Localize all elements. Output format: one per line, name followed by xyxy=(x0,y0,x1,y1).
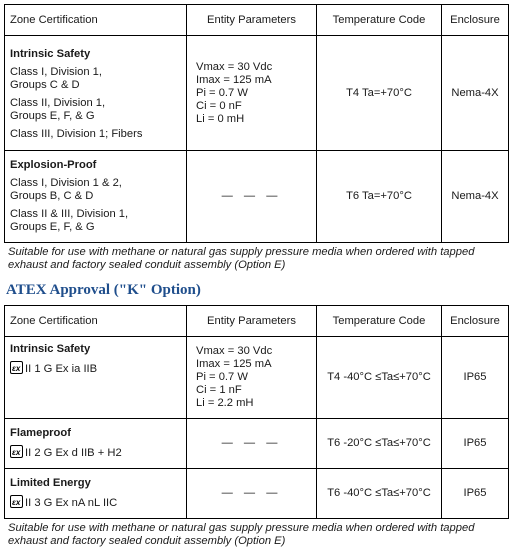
entity-parameters-cell xyxy=(187,419,317,469)
entity-parameters-cell xyxy=(187,36,317,151)
params-dash: — — — xyxy=(221,487,282,499)
ex-hexagon-icon xyxy=(10,495,23,508)
zone-line: Groups E, F, & G xyxy=(10,109,95,122)
zone-cell xyxy=(5,151,187,243)
marking-text: II 2 G Ex d IIB + H2 xyxy=(25,447,122,459)
temperature-code-cell: T6 -40°C ≤Ta≤+70°C xyxy=(317,469,442,519)
ex-marking xyxy=(10,361,186,376)
param-li: Li = 0 mH xyxy=(196,112,245,125)
zone-title: Limited Energy xyxy=(10,477,91,489)
header-zone-certification: Zone Certification xyxy=(5,5,187,36)
na-footnote: Suitable for use with methane or natural gas supply pressure media when ordered with tapped exhaust and factory sealed conduit assembly (Option E) xyxy=(8,246,475,271)
enclosure-cell: IP65 xyxy=(442,469,509,519)
svg-text:εx: εx xyxy=(12,498,21,507)
param-imax: Imax = 125 mA xyxy=(196,358,272,370)
enclosure-cell: IP65 xyxy=(442,419,509,469)
enclosure-cell: IP65 xyxy=(442,337,509,419)
zone-line: Class I, Division 1, xyxy=(10,65,103,78)
zone-cell xyxy=(5,337,187,419)
ex-marking xyxy=(10,445,186,460)
zone-title: Flameproof xyxy=(10,427,71,439)
table-row-explosion-proof xyxy=(5,151,509,243)
header-zone-certification: Zone Certification xyxy=(5,306,187,337)
header-entity-parameters: Entity Parameters xyxy=(187,5,317,36)
zone-line: Class II, Division 1, xyxy=(10,96,106,109)
temperature-code-cell: T4 Ta=+70°C xyxy=(317,36,442,151)
zone-title: Explosion-Proof xyxy=(10,159,97,171)
entity-parameters-cell xyxy=(187,469,317,519)
table-row-intrinsic-safety xyxy=(5,337,509,419)
entity-parameters-cell xyxy=(187,337,317,419)
table-row-intrinsic-safety xyxy=(5,36,509,151)
params-dash: — — — xyxy=(221,437,282,449)
atex-footnote: Suitable for use with methane or natural gas supply pressure media when ordered with tapped exhaust and factory sealed conduit assembly (Option E) xyxy=(8,522,475,547)
table-row-flameproof xyxy=(5,419,509,469)
temperature-code-cell: T6 Ta=+70°C xyxy=(317,151,442,243)
header-enclosure: Enclosure xyxy=(442,5,509,36)
entity-parameters-cell xyxy=(187,151,317,243)
na-certification-table xyxy=(4,4,509,243)
param-li: Li = 2.2 mH xyxy=(196,397,254,409)
header-enclosure: Enclosure xyxy=(442,306,509,337)
atex-section-title: ATEX Approval ("K" Option) xyxy=(6,282,201,298)
zone-title: Intrinsic Safety xyxy=(10,343,91,355)
header-entity-parameters: Entity Parameters xyxy=(187,306,317,337)
zone-cell xyxy=(5,469,187,519)
param-vmax: Vmax = 30 Vdc xyxy=(196,345,273,357)
param-imax: Imax = 125 mA xyxy=(196,73,272,86)
table-header-row xyxy=(5,5,509,36)
enclosure-cell: Nema-4X xyxy=(442,36,509,151)
table-header-row xyxy=(5,306,509,337)
param-vmax: Vmax = 30 Vdc xyxy=(196,60,273,73)
atex-certification-table xyxy=(4,305,509,519)
zone-title: Intrinsic Safety xyxy=(10,47,91,60)
zone-cell xyxy=(5,36,187,151)
zone-line: Class I, Division 1 & 2, xyxy=(10,177,122,189)
ex-marking xyxy=(10,495,186,510)
temperature-code-cell: T4 -40°C ≤Ta≤+70°C xyxy=(317,337,442,419)
header-temperature-code: Temperature Code xyxy=(317,5,442,36)
param-pi: Pi = 0.7 W xyxy=(196,86,248,99)
table-row-limited-energy xyxy=(5,469,509,519)
enclosure-cell: Nema-4X xyxy=(442,151,509,243)
zone-cell xyxy=(5,419,187,469)
marking-text: II 1 G Ex ia IIB xyxy=(25,363,98,375)
zone-line: Groups C & D xyxy=(10,78,80,91)
ex-hexagon-icon xyxy=(10,445,23,458)
svg-text:εx: εx xyxy=(12,364,21,373)
temperature-code-cell: T6 -20°C ≤Ta≤+70°C xyxy=(317,419,442,469)
zone-line: Class III, Division 1; Fibers xyxy=(10,127,143,140)
zone-line: Class II & III, Division 1, xyxy=(10,208,129,220)
zone-line: Groups B, C & D xyxy=(10,190,94,202)
marking-text: II 3 G Ex nA nL IIC xyxy=(25,497,118,509)
header-temperature-code: Temperature Code xyxy=(317,306,442,337)
ex-hexagon-icon xyxy=(10,361,23,374)
param-pi: Pi = 0.7 W xyxy=(196,371,248,383)
param-ci: Ci = 1 nF xyxy=(196,384,242,396)
svg-text:εx: εx xyxy=(12,448,21,457)
param-ci: Ci = 0 nF xyxy=(196,99,242,112)
params-dash: — — — xyxy=(221,190,282,202)
zone-line: Groups E, F, & G xyxy=(10,221,95,233)
